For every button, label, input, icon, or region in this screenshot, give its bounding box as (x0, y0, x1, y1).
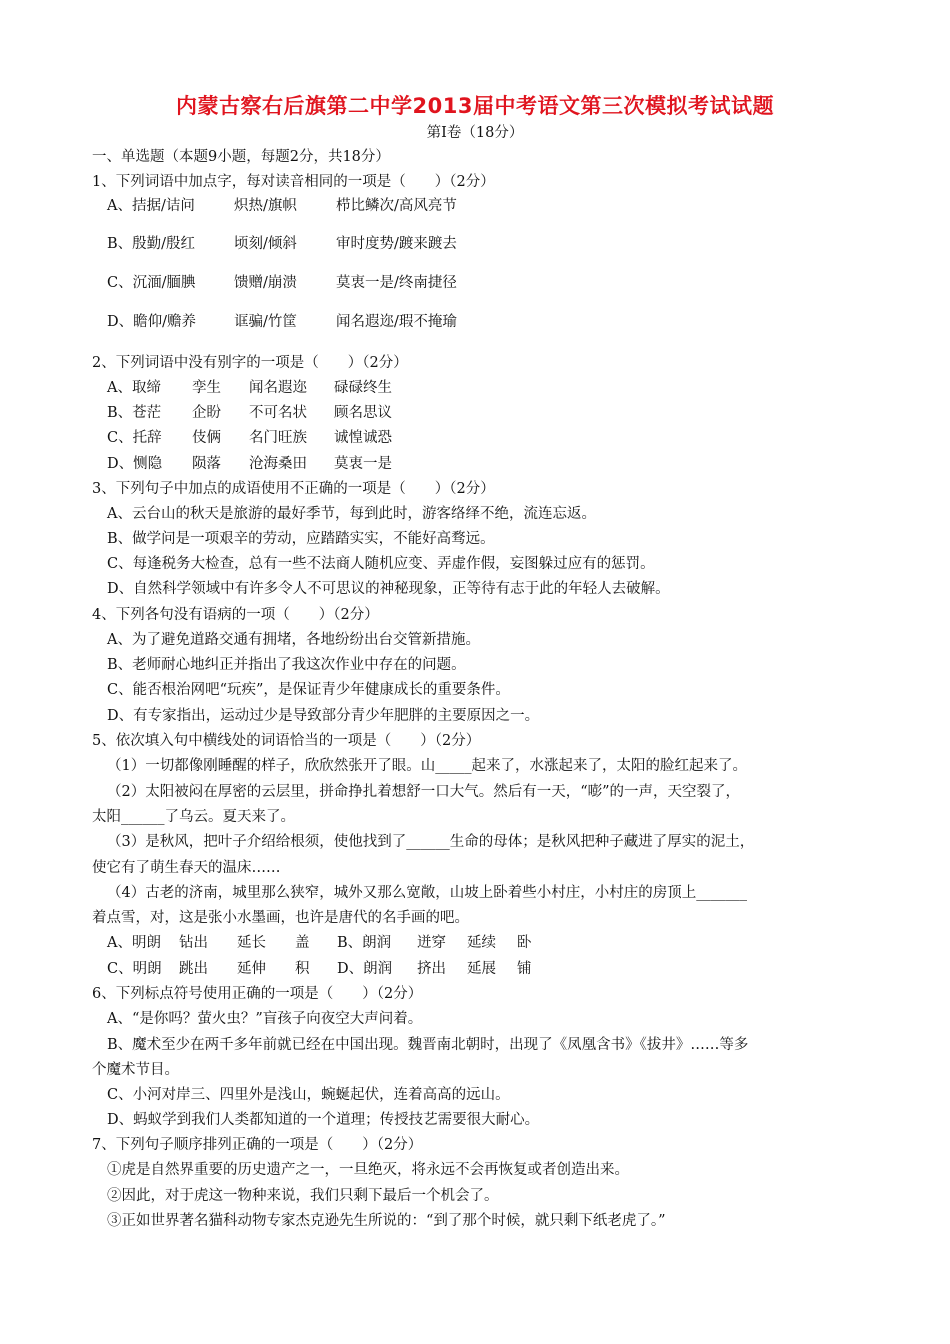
q2-c-word2: 伎俩 (192, 430, 221, 446)
q5-cd-word6: 挤出 (417, 961, 446, 977)
q2-b-word2: 企盼 (192, 405, 221, 421)
section-heading: 一、单选题（本题9小题，每题2分，共18分） (92, 149, 390, 165)
q1-option-d (107, 312, 457, 332)
q1-d-part1: D、瞻仰/赡养 (107, 314, 197, 330)
q1-b-part3: 审时度势/踱来踱去 (336, 236, 457, 252)
q1-a-part2: 炽热/旗帜 (234, 198, 297, 214)
q5-sentence-3b: 使它有了萌生春天的温床…… (92, 860, 281, 876)
q2-a-word4: 碌碌终生 (334, 380, 392, 396)
q2-d-word4: 莫衷一是 (334, 456, 392, 472)
q5-cd-word4: 积 (295, 961, 310, 977)
q6-stem: 6、下列标点符号使用正确的一项是（ ）（2分） (92, 986, 423, 1002)
q3-stem: 3、下列句子中加点的成语使用不正确的一项是（ ）（2分） (92, 481, 495, 497)
q2-c-word1: C、托辞 (107, 430, 162, 446)
q2-b-word1: B、苍茫 (107, 405, 162, 421)
q2-c-word3: 名门旺族 (249, 430, 307, 446)
q5-ab-word6: 迸穿 (417, 935, 446, 951)
q7-stem: 7、下列句子顺序排列正确的一项是（ ）（2分） (92, 1137, 423, 1153)
q1-c-part2: 馈赠/崩溃 (234, 275, 297, 291)
q1-option-a (107, 196, 457, 216)
q5-ab-word2: 钻出 (179, 935, 208, 951)
q1-b-part1: B、殷勤/殷红 (107, 236, 196, 252)
q2-a-word3: 闻名遐迩 (249, 380, 307, 396)
q1-d-part3: 闻名遐迩/瑕不掩瑜 (336, 314, 457, 330)
q2-option-c (107, 428, 392, 448)
q5-sentence-3a: （3）是秋风，把叶子介绍给根须，使他找到了______生命的母体；是秋风把种子藏进了厚实的泥土， (107, 834, 755, 850)
q2-c-word4: 诚惶诚恐 (334, 430, 392, 446)
q5-options-ab (107, 933, 532, 953)
q2-a-word1: A、取缔 (107, 380, 161, 396)
q5-cd-word1: C、明朗 (107, 961, 162, 977)
q6-option-c: C、小河对岸三、四里外是浅山，蜿蜒起伏，连着高高的远山。 (107, 1087, 510, 1103)
q5-ab-word4: 盖 (295, 935, 310, 951)
q6-option-a: A、“是你吗？萤火虫？”盲孩子向夜空大声问着。 (107, 1011, 423, 1027)
q5-ab-word5: B、朗润 (337, 935, 392, 951)
page-title: 内蒙古察右后旗第二中学2013届中考语文第三次模拟考试试题 (176, 94, 774, 118)
q6-option-b-line2: 个魔术节目。 (92, 1062, 179, 1078)
q5-cd-word2: 跳出 (179, 961, 208, 977)
q4-stem: 4、下列各句没有语病的一项（ ）（2分） (92, 607, 379, 623)
q2-b-word3: 不可名状 (249, 405, 307, 421)
q7-sentence-3: ③正如世界著名猫科动物专家杰克逊先生所说的：“到了那个时候，就只剩下纸老虎了。” (107, 1213, 666, 1229)
q1-option-c (107, 273, 457, 293)
q2-d-word2: 陨落 (192, 456, 221, 472)
q1-d-part2: 诓骗/竹筐 (234, 314, 297, 330)
q4-option-c: C、能否根治网吧“玩疾”，是保证青少年健康成长的重要条件。 (107, 682, 510, 698)
q6-option-d: D、蚂蚁学到我们人类都知道的一个道理；传授技艺需要很大耐心。 (107, 1112, 540, 1128)
q1-stem: 1、下列词语中加点字，每对读音相同的一项是（ ）（2分） (92, 174, 495, 190)
q2-option-a (107, 378, 392, 398)
q5-sentence-4a: （4）古老的济南，城里那么狭窄，城外又那么宽敞，山坡上卧着些小村庄，小村庄的房顶上_______ (107, 885, 747, 901)
q4-option-a: A、为了避免道路交通有拥堵，各地纷纷出台交管新措施。 (107, 632, 480, 648)
q3-option-d: D、自然科学领域中有许多令人不可思议的神秘现象，正等待有志于此的年轻人去破解。 (107, 581, 670, 597)
q1-a-part1: A、拮据/诘问 (107, 198, 195, 214)
q5-options-cd (107, 959, 532, 979)
q7-sentence-2: ②因此，对于虎这一物种来说，我们只剩下最后一个机会了。 (107, 1188, 499, 1204)
q3-option-a: A、云台山的秋天是旅游的最好季节，每到此时，游客络绎不绝，流连忘返。 (107, 506, 596, 522)
q5-stem: 5、依次填入句中横线处的词语恰当的一项是（ ）（2分） (92, 733, 481, 749)
q5-ab-word3: 延长 (237, 935, 266, 951)
q1-option-b (107, 234, 457, 254)
q4-option-b: B、老师耐心地纠正并指出了我这次作业中存在的问题。 (107, 657, 466, 673)
q5-cd-word5: D、朗润 (337, 961, 393, 977)
q5-cd-word3: 延伸 (237, 961, 266, 977)
q1-b-part2: 顷刻/倾斜 (234, 236, 297, 252)
q5-sentence-2b: 太阳______了乌云。夏天来了。 (92, 809, 295, 825)
q2-b-word4: 顾名思议 (334, 405, 392, 421)
q3-option-b: B、做学问是一项艰辛的劳动，应踏踏实实，不能好高骛远。 (107, 531, 495, 547)
q3-option-c: C、每逢税务大检查，总有一些不法商人随机应变、弄虚作假，妄图躲过应有的惩罚。 (107, 556, 655, 572)
q2-option-b (107, 403, 392, 423)
q5-cd-word7: 延展 (467, 961, 496, 977)
q5-sentence-4b: 着点雪，对，这是张小水墨画，也许是唐代的名手画的吧。 (92, 910, 469, 926)
q5-ab-word8: 卧 (517, 935, 532, 951)
q2-stem: 2、下列词语中没有别字的一项是（ ）（2分） (92, 355, 408, 371)
q4-option-d: D、有专家指出，运动过少是导致部分青少年肥胖的主要原因之一。 (107, 708, 540, 724)
q5-cd-word8: 铺 (517, 961, 532, 977)
q5-sentence-2a: （2）太阳被闷在厚密的云层里，拼命挣扎着想舒一口大气。然后有一天，“嘭”的一声，天空裂了， (107, 784, 741, 800)
q2-d-word1: D、恻隐 (107, 456, 163, 472)
q5-sentence-1: （1）一切都像刚睡醒的样子，欣欣然张开了眼。山_____起来了，水涨起来了，太阳的脸红起来了。 (107, 758, 747, 774)
q7-sentence-1: ①虎是自然界重要的历史遗产之一，一旦绝灭，将永远不会再恢复或者创造出来。 (107, 1162, 629, 1178)
q2-a-word2: 孪生 (192, 380, 221, 396)
q6-option-b-line1: B、魔术至少在两千多年前就已经在中国出现。魏晋南北朝时，出现了《凤凰含书》《拔井》……等多 (107, 1037, 749, 1053)
q1-c-part1: C、沉湎/腼腆 (107, 275, 196, 291)
q2-d-word3: 沧海桑田 (249, 456, 307, 472)
q1-a-part3: 栉比鳞次/高风亮节 (336, 198, 457, 214)
q5-ab-word1: A、明朗 (107, 935, 161, 951)
q5-ab-word7: 延续 (467, 935, 496, 951)
q2-option-d (107, 454, 392, 474)
paper-subtitle: 第Ⅰ卷（18分） (426, 125, 524, 141)
q1-c-part3: 莫衷一是/终南捷径 (336, 275, 457, 291)
